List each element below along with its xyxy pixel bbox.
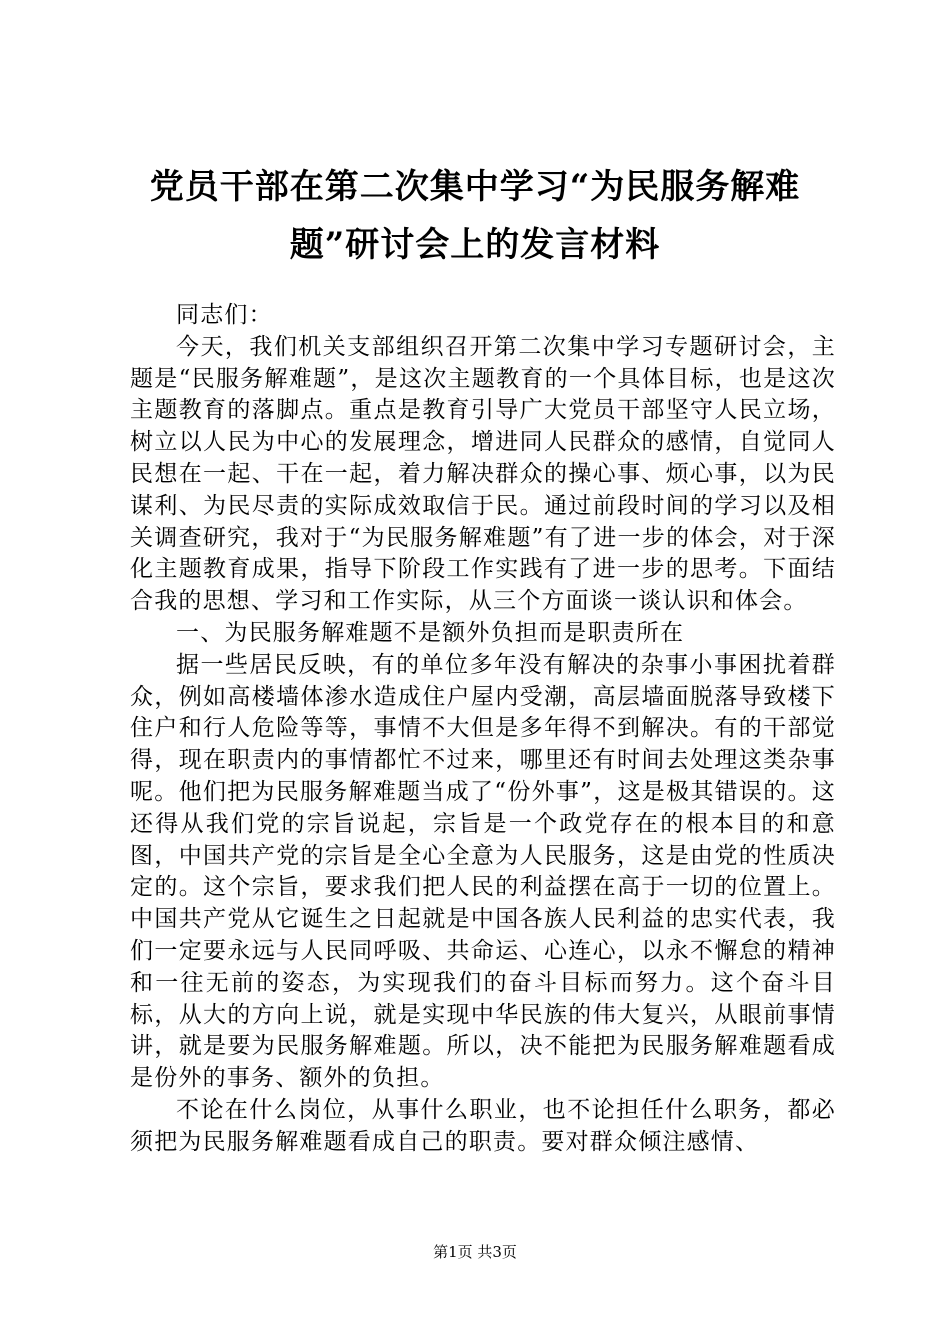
- section-heading-1: 一、为民服务解难题不是额外负担而是职责所在: [176, 619, 685, 646]
- paragraph-2: 据一些居民反映，有的单位多年没有解决的杂事小事困扰着群众，例如高楼墙体渗水造成住户屋内受潮，高层墙面脱落导致楼下住户和行人危险等等，事情不大但是多年得不到解决。有的干部觉得，现在职责内的事情都忙不过来，哪里还有时间去处理这类杂事呢。他们把为民服务解难题当成了“份外事”，这是极其错误的。这还得从我们党的宗旨说起，宗旨是一个政党存在的根本目的和意图，中国共产党的宗旨是全心全意为人民服务，这是由党的性质决定的。这个宗旨，要求我们把人民的利益摆在高于一切的位置上。中国共产党从它诞生之日起就是中国各族人民利益的忠实代表，我们一定要永远与人民同呼吸、共命运、心连心，以永不懈怠的精神和一往无前的姿态，为实现我们的奋斗目标而努力。这个奋斗目标，从大的方向上说，就是实现中华民族的伟大复兴，从眼前事情讲，就是要为民服务解难题。所以，决不能把为民服务解难题看成是份外的事务、额外的负担。: [130, 651, 836, 1092]
- title-line-1: 党员干部在第二次集中学习“为民服务解难: [149, 167, 801, 207]
- greeting: 同志们：: [176, 302, 273, 328]
- document-body: [130, 300, 836, 1159]
- document-title: [120, 158, 830, 274]
- paragraph-1: 今天，我们机关支部组织召开第二次集中学习专题研讨会，主题是“民服务解难题”，是这次主题教育的一个具体目标，也是这次主题教育的落脚点。重点是教育引导广大党员干部坚守人民立场，树立以人民为中心的发展理念，增进同人民群众的感情，自觉同人民想在一起、干在一起，着力解决群众的操心事、烦心事，以为民谋利、为民尽责的实际成效取信于民。通过前段时间的学习以及相关调查研究，我对于“为民服务解难题”有了进一步的体会，对于深化主题教育成果，指导下阶段工作实践有了进一步的思考。下面结合我的思想、学习和工作实际，从三个方面谈一谈认识和体会。: [130, 333, 836, 615]
- title-line-2: 题”研讨会上的发言材料: [289, 225, 661, 265]
- page-footer: 第1页 共3页: [433, 1243, 517, 1261]
- paragraph-3: 不论在什么岗位，从事什么职业，也不论担任什么职务，都必须把为民服务解难题看成自己的职责。要对群众倾注感情、: [130, 1096, 836, 1155]
